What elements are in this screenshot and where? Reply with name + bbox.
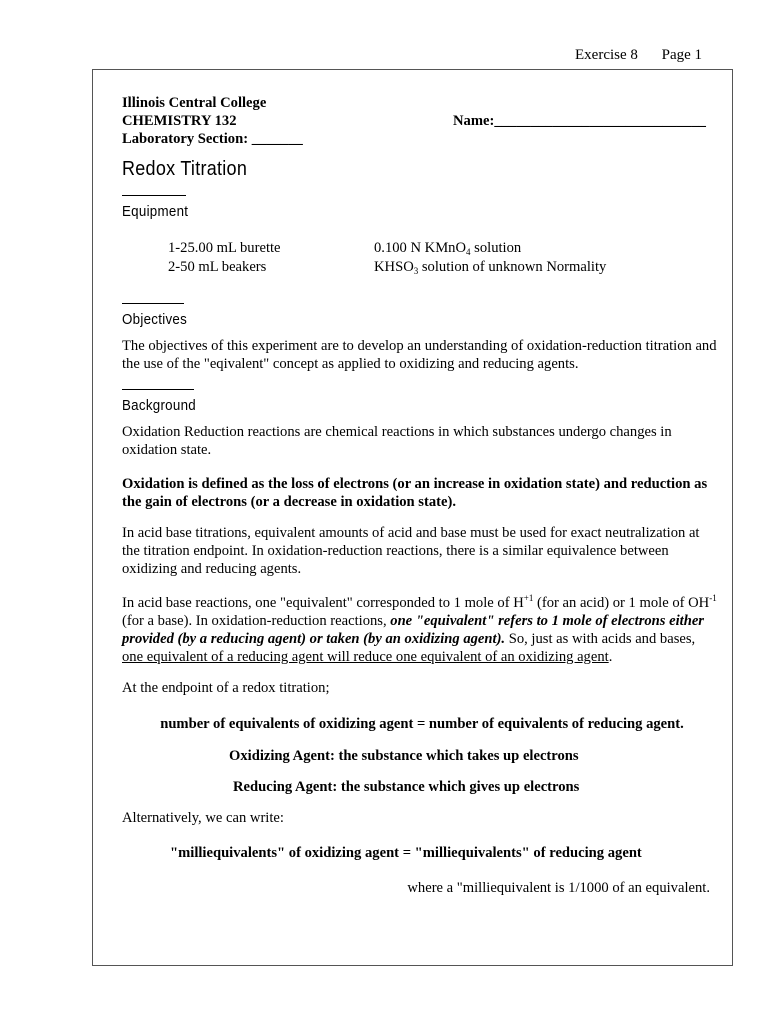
objectives-text: The objectives of this experiment are to develop an understanding of oxidation-reduction titration and the use of the "eqivalent" concept as applied to oxidizing and reducing agents. (122, 338, 717, 372)
text-span: (for an acid) or 1 mole of OH (533, 595, 710, 611)
reducing-agent-definition: Reducing Agent: the substance which gives up electrons (233, 779, 580, 795)
lab-section: Laboratory Section: _______ (122, 131, 303, 147)
background-paragraph: Oxidation Reduction reactions are chemical reactions in which substances undergo changes in oxidation state. (122, 424, 672, 458)
khso3-subscript: 3 (413, 266, 419, 276)
section-divider (122, 195, 186, 196)
khso3-suffix: solution of unknown Normality (418, 259, 607, 275)
document-content (122, 94, 718, 897)
equipment-item: 1-25.00 mL burette (168, 240, 281, 256)
emphasized-text: one "equivalent" refers to 1 mole of electrons either provided (by a reducing agent) or taken (by an oxidizing agent). (122, 613, 704, 647)
kmno4-subscript: 4 (466, 247, 471, 257)
superscript: +1 (523, 593, 534, 603)
superscript: -1 (709, 593, 717, 603)
background-paragraph: Alternatively, we can write: (122, 810, 284, 826)
document-title: Redox Titration (122, 158, 248, 180)
text-span: So, just as with acids and bases, (505, 631, 696, 647)
course-name: CHEMISTRY 132 (122, 113, 237, 129)
background-paragraph: At the endpoint of a redox titration; (122, 680, 330, 696)
kmno4-suffix: solution (470, 240, 522, 256)
page-header (575, 47, 702, 64)
underlined-text: one equivalent of a reducing agent will reduce one equivalent of an oxidizing agent (122, 649, 609, 665)
equivalent-paragraph (122, 594, 718, 666)
equipment-title: Equipment (122, 204, 189, 220)
oxidation-definition: Oxidation is defined as the loss of electrons (or an increase in oxidation state) and reduction as the gain of electrons (or a decrease in oxidation state). (122, 476, 708, 510)
equipment-item: 2-50 mL beakers (168, 259, 267, 275)
kmno4-text: 0.100 N KMnO (374, 240, 467, 256)
equipment-list (168, 239, 718, 277)
section-divider (122, 303, 184, 304)
name-field: Name:_____________________________ (453, 113, 706, 129)
college-name: Illinois Central College (122, 95, 267, 111)
equipment-item (374, 258, 718, 277)
equipment-item (374, 239, 718, 258)
background-title: Background (122, 398, 196, 414)
exercise-label: Exercise 8 (575, 47, 638, 63)
section-divider (122, 389, 194, 390)
milliequivalent-equation: "milliequivalents" of oxidizing agent = "milliequivalents" of reducing agent (170, 845, 642, 861)
text-span: (for a base). In oxidation-reduction reactions, (122, 613, 391, 629)
background-paragraph: In acid base titrations, equivalent amounts of acid and base must be used for exact neutralization at the titration endpoint. In oxidation-reduction reactions, there is a similar equivalence between oxidizing and reducing agents. (122, 525, 700, 577)
milliequivalent-note: where a "milliequivalent is 1/1000 of an equivalent. (407, 880, 710, 896)
equivalence-equation: number of equivalents of oxidizing agent = number of equivalents of reducing agent. (160, 716, 684, 732)
oxidizing-agent-definition: Oxidizing Agent: the substance which takes up electrons (229, 748, 579, 764)
text-span: In acid base reactions, one "equivalent" corresponded to 1 mole of H (122, 595, 524, 611)
objectives-title: Objectives (122, 312, 188, 328)
khso3-text: KHSO (374, 259, 414, 275)
course-header (122, 94, 718, 148)
page-number: Page 1 (661, 47, 703, 63)
text-span: . (608, 649, 613, 665)
